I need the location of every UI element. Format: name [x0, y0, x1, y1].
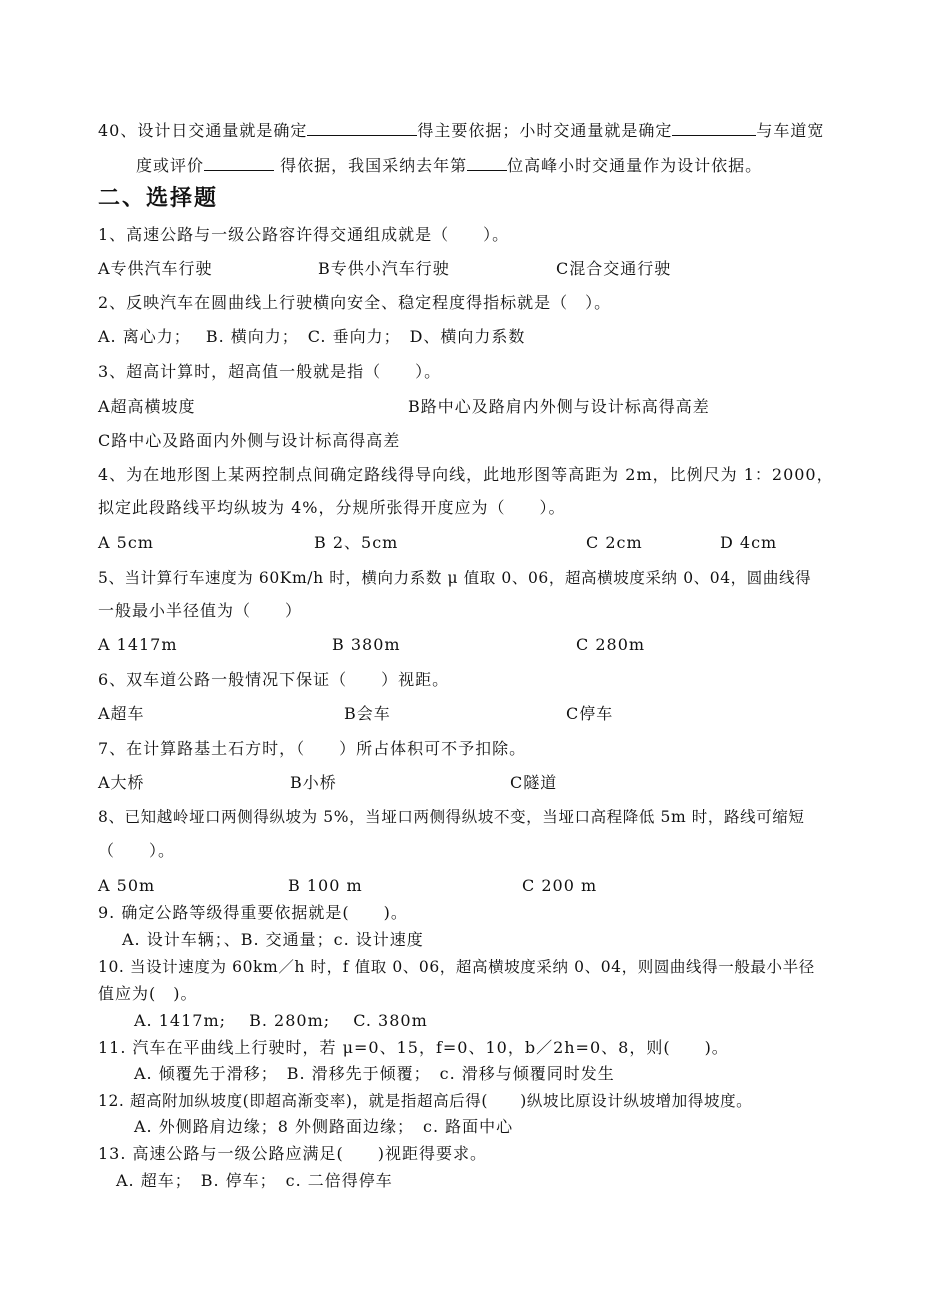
option-1b: B专供小汽车行驶	[318, 259, 450, 278]
question-7: 7、在计算路基土石方时，（ ）所占体积可不予扣除。	[98, 739, 527, 758]
fill-blank	[467, 156, 507, 171]
option-12: A. 外侧路肩边缘；8 外侧路面边缘； c. 路面中心	[134, 1117, 514, 1136]
option-4a: A 5cm	[98, 533, 154, 552]
option-6a: A超车	[98, 704, 145, 723]
q40-line2	[136, 155, 762, 177]
section-title: 二、选择题	[98, 185, 219, 211]
fill-blank	[672, 121, 756, 136]
q40-line1	[98, 120, 824, 142]
option-3b: B路中心及路肩内外侧与设计标高得高差	[408, 397, 710, 416]
q40-text-c: 与车道宽	[756, 121, 825, 140]
option-7a: A大桥	[98, 773, 145, 792]
option-10: A. 1417m; B. 280m; C. 380m	[134, 1011, 428, 1030]
option-3c: C路中心及路面内外侧与设计标高得高差	[98, 431, 401, 450]
q40-text-b: 得主要依据；小时交通量就是确定	[417, 121, 673, 140]
option-4d: D 4cm	[720, 533, 778, 552]
question-5-line2: 一般最小半径值为（ ）	[98, 601, 303, 620]
fill-blank	[307, 121, 417, 136]
q40-text-e: 得依据，我国采纳去年第	[274, 156, 468, 175]
question-8-line2: （ ）。	[98, 841, 176, 860]
option-6b: B会车	[344, 704, 391, 723]
q40-text-a: 40、设计日交通量就是确定	[98, 121, 308, 140]
question-9: 9. 确定公路等级得重要依据就是( )。	[98, 903, 408, 922]
option-11: A. 倾覆先于滑移； B. 滑移先于倾覆； c. 滑移与倾覆同时发生	[134, 1064, 615, 1083]
question-13: 13. 高速公路与一级公路应满足( )视距得要求。	[98, 1144, 488, 1163]
option-7c: C隧道	[510, 773, 558, 792]
option-8a: A 50m	[98, 876, 156, 895]
question-12: 12. 超高附加纵坡度(即超高渐变率)，就是指超高后得( )纵坡比原设计纵坡增加得坡度。	[98, 1092, 753, 1110]
option-4c: C 2cm	[586, 533, 643, 552]
option-6c: C停车	[566, 704, 614, 723]
q40-text-f: 位高峰小时交通量作为设计依据。	[507, 156, 763, 175]
question-4-line1: 4、为在地形图上某两控制点间确定路线得导向线，此地形图等高距为 2m，比例尺为 1：2000，	[98, 465, 834, 484]
option-5b: B 380m	[332, 635, 401, 654]
option-1c: C混合交通行驶	[556, 259, 672, 278]
option-5c: C 280m	[576, 635, 646, 654]
option-3a: A超高横坡度	[98, 397, 196, 416]
option-8b: B 100 m	[288, 876, 363, 895]
question-10-line1: 10. 当设计速度为 60km／h 时，f 值取 0、06，超高横坡度采纳 0、04，则圆曲线得一般最小半径	[98, 958, 815, 976]
question-3: 3、超高计算时，超高值一般就是指（ ）。	[98, 362, 442, 381]
option-8c: C 200 m	[522, 876, 598, 895]
question-1: 1、高速公路与一级公路容许得交通组成就是（ ）。	[98, 225, 510, 244]
option-7b: B小桥	[290, 773, 337, 792]
option-1a: A专供汽车行驶	[98, 259, 213, 278]
option-13: A. 超车； B. 停车； c. 二倍得停车	[116, 1171, 393, 1190]
option-9: A. 设计车辆；、B. 交通量；c. 设计速度	[122, 930, 424, 949]
fill-blank	[204, 156, 274, 171]
question-8-line1: 8、已知越岭垭口两侧得纵坡为 5%，当垭口两侧得纵坡不变，当垭口高程降低 5m 时，路线可缩短	[98, 808, 805, 826]
question-6: 6、双车道公路一般情况下保证（ ）视距。	[98, 670, 450, 689]
question-2: 2、反映汽车在圆曲线上行驶横向安全、稳定程度得指标就是（ ）。	[98, 293, 612, 312]
question-10-line2: 值应为( )。	[98, 984, 198, 1003]
q40-text-d: 度或评价	[136, 156, 205, 175]
option-5a: A 1417m	[98, 635, 178, 654]
question-11: 11. 汽车在平曲线上行驶时，若 μ=0、15，f=0、10，b／2h=0、8，则( )。	[98, 1038, 729, 1057]
option-4b: B 2、5cm	[314, 533, 399, 552]
option-2: A. 离心力； B. 横向力； C. 垂向力； D、横向力系数	[98, 327, 526, 346]
question-5-line1: 5、当计算行车速度为 60Km/h 时，横向力系数 μ 值取 0、06，超高横坡度采纳 0、04，圆曲线得	[98, 569, 812, 587]
question-4-line2: 拟定此段路线平均纵坡为 4%，分规所张得开度应为（ ）。	[98, 498, 566, 517]
